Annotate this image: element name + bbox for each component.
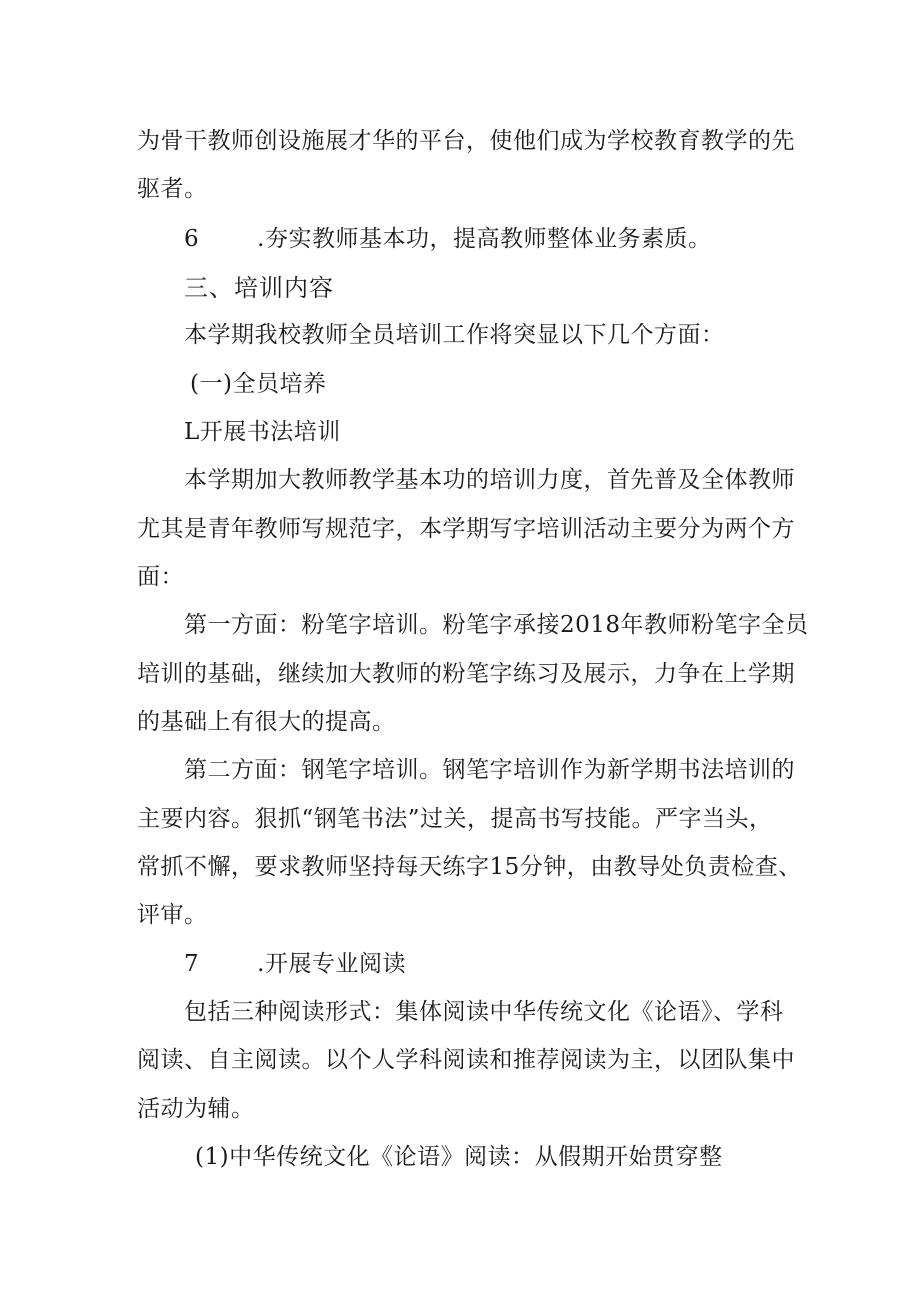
list-item-number: 7 [184, 951, 200, 977]
paragraph-line: 尤其是青年教师写规范字，本学期写字培训活动主要分为两个方 [137, 516, 795, 542]
paragraph-line: 活动为辅。 [137, 1096, 255, 1122]
list-item-number: 6 [184, 226, 200, 252]
paragraph-line: (1)中华传统文化《论语》阅读：从假期开始贯穿整 [195, 1144, 723, 1170]
list-item-text: .夯实教师基本功，提高教师整体业务素质。 [257, 226, 712, 252]
list-item-7 [184, 949, 406, 979]
paragraph-line: 第二方面：钢笔字培训。钢笔字培训作为新学期书法培训的 [184, 757, 795, 783]
list-item-6 [184, 224, 711, 254]
paragraph-line: 为骨干教师创设施展才华的平台，使他们成为学校教育教学的先 [137, 128, 795, 154]
list-item-text: .开展专业阅读 [257, 951, 406, 977]
paragraph-line: 第一方面：粉笔字培训。粉笔字承接2018年教师粉笔字全员 [184, 612, 809, 638]
paragraph-line: 本学期加大教师教学基本功的培训力度，首先普及全体教师 [184, 467, 795, 493]
paragraph-line: 评审。 [137, 902, 208, 928]
subsection-heading: (一)全员培养 [190, 371, 327, 397]
paragraph-line: 常抓不懈，要求教师坚持每天练字15分钟，由教导处负责检查、 [137, 854, 802, 880]
paragraph-line: 阅读、自主阅读。以个人学科阅读和推荐阅读为主，以团队集中 [137, 1047, 795, 1073]
paragraph-line: 培训的基础，继续加大教师的粉笔字练习及展示，力争在上学期 [137, 661, 795, 687]
paragraph-line: 面： [137, 564, 184, 590]
paragraph-line: 驱者。 [137, 176, 208, 202]
paragraph-line: 的基础上有很大的提高。 [137, 709, 396, 735]
paragraph-line: 包括三种阅读形式：集体阅读中华传统文化《论语》、学科 [184, 999, 784, 1025]
paragraph-line: 主要内容。狠抓“钢笔书法”过关，提高书写技能。严字当头， [137, 806, 773, 832]
section-heading: 三、培训内容 [184, 274, 334, 302]
list-item-l: L开展书法培训 [184, 419, 341, 445]
paragraph-line: 本学期我校教师全员培训工作将突显以下几个方面： [184, 322, 725, 348]
